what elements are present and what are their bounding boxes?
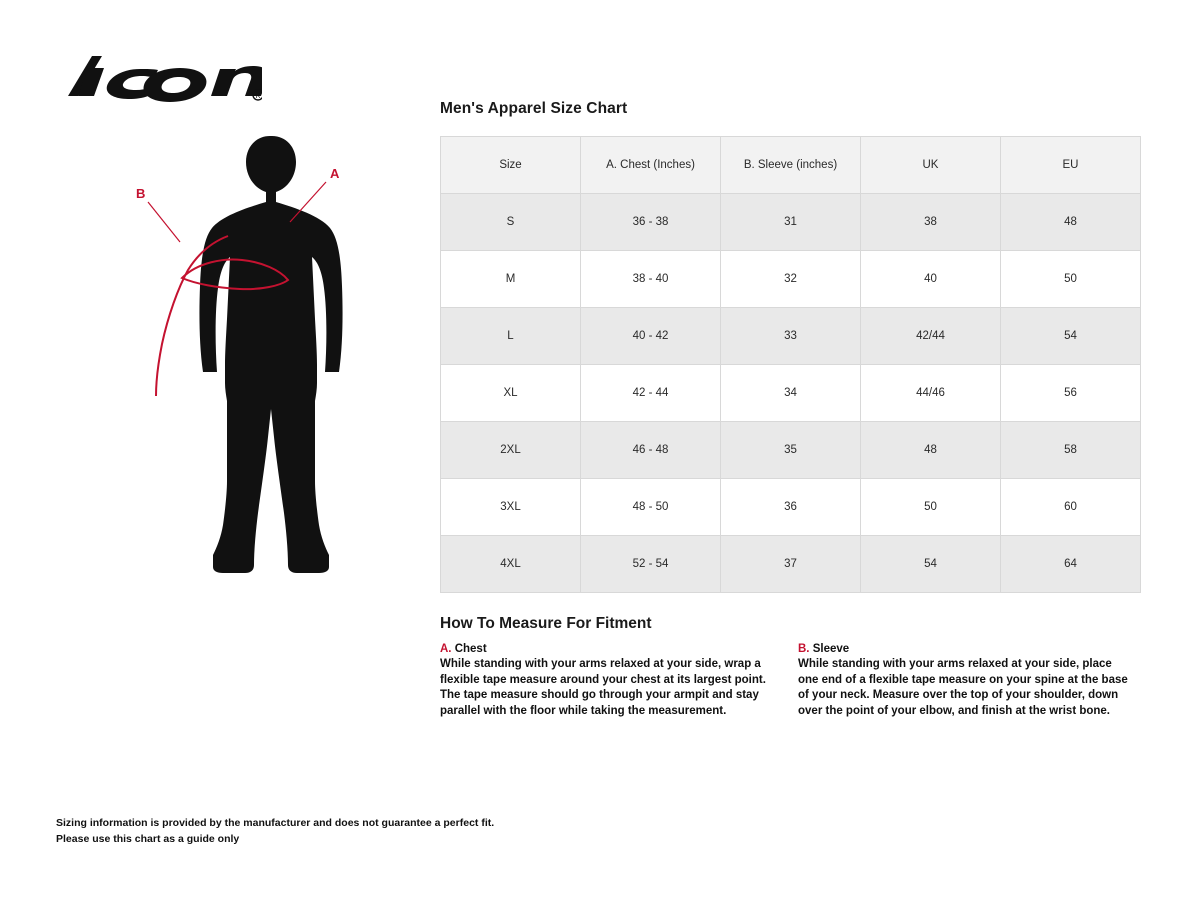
male-figure-silhouette-icon	[120, 130, 420, 675]
cell-chest: 40 - 42	[581, 308, 721, 365]
cell-sleeve: 36	[721, 479, 861, 536]
column-header-size: Size	[441, 137, 581, 194]
measure-item-heading	[798, 643, 1128, 655]
cell-sleeve: 31	[721, 194, 861, 251]
column-header-chest: A. Chest (Inches)	[581, 137, 721, 194]
table-header-row	[441, 137, 1141, 194]
cell-chest: 36 - 38	[581, 194, 721, 251]
diagram-label-a: A	[330, 166, 340, 181]
cell-size: 4XL	[441, 536, 581, 593]
cell-size: 3XL	[441, 479, 581, 536]
cell-uk: 38	[861, 194, 1001, 251]
svg-text:R: R	[255, 93, 261, 100]
measure-item-heading	[440, 643, 770, 655]
table-row	[441, 536, 1141, 593]
cell-uk: 40	[861, 251, 1001, 308]
icon-wordmark-icon	[62, 52, 262, 112]
measure-item-name: Chest	[454, 643, 487, 655]
cell-sleeve: 34	[721, 365, 861, 422]
cell-eu: 58	[1001, 422, 1141, 479]
measure-item-text: While standing with your arms relaxed at your side, place one end of a flexible tape measure on your spine at the base of your neck. Measure over the top of your shoulder, down over the point of your elbow, and finish at the wrist bone.	[798, 658, 1128, 717]
diagram-label-b: B	[136, 186, 146, 201]
cell-chest: 46 - 48	[581, 422, 721, 479]
cell-sleeve: 35	[721, 422, 861, 479]
table-row	[441, 479, 1141, 536]
cell-chest: 48 - 50	[581, 479, 721, 536]
cell-chest: 38 - 40	[581, 251, 721, 308]
measure-item-letter: A.	[440, 643, 452, 655]
measure-item-letter: B.	[798, 643, 810, 655]
table-row	[441, 308, 1141, 365]
cell-sleeve: 37	[721, 536, 861, 593]
cell-eu: 64	[1001, 536, 1141, 593]
cell-size: XL	[441, 365, 581, 422]
table-row	[441, 194, 1141, 251]
how-to-measure-title: How To Measure For Fitment	[440, 615, 652, 632]
column-header-sleeve: B. Sleeve (inches)	[721, 137, 861, 194]
cell-uk: 42/44	[861, 308, 1001, 365]
measure-item-sleeve	[798, 643, 1128, 719]
measurement-diagram	[120, 130, 420, 675]
cell-size: S	[441, 194, 581, 251]
measure-item-text: While standing with your arms relaxed at your side, wrap a flexible tape measure around your chest at its largest point. The tape measure should go through your armpit and stay parallel with the floor while taking the measurement.	[440, 658, 766, 717]
cell-eu: 56	[1001, 365, 1141, 422]
column-header-eu: EU	[1001, 137, 1141, 194]
chart-content	[440, 100, 1140, 719]
cell-uk: 44/46	[861, 365, 1001, 422]
cell-size: L	[441, 308, 581, 365]
how-to-measure-columns	[440, 643, 1140, 719]
cell-chest: 52 - 54	[581, 536, 721, 593]
page-title: Men's Apparel Size Chart	[440, 100, 628, 117]
table-row	[441, 422, 1141, 479]
cell-eu: 54	[1001, 308, 1141, 365]
cell-eu: 48	[1001, 194, 1141, 251]
disclaimer-line-1: Sizing information is provided by the manufacturer and does not guarantee a perfect fit.	[56, 817, 495, 829]
cell-chest: 42 - 44	[581, 365, 721, 422]
cell-uk: 54	[861, 536, 1001, 593]
column-header-uk: UK	[861, 137, 1001, 194]
measure-item-name: Sleeve	[812, 643, 850, 655]
cell-eu: 60	[1001, 479, 1141, 536]
table-row	[441, 365, 1141, 422]
disclaimer	[56, 815, 494, 847]
cell-sleeve: 32	[721, 251, 861, 308]
table-row	[441, 251, 1141, 308]
cell-eu: 50	[1001, 251, 1141, 308]
size-chart-table	[440, 136, 1141, 593]
brand-logo	[62, 52, 262, 112]
cell-sleeve: 33	[721, 308, 861, 365]
disclaimer-line-2: Please use this chart as a guide only	[56, 833, 240, 845]
measure-item-chest	[440, 643, 770, 719]
cell-size: 2XL	[441, 422, 581, 479]
cell-uk: 50	[861, 479, 1001, 536]
cell-uk: 48	[861, 422, 1001, 479]
cell-size: M	[441, 251, 581, 308]
